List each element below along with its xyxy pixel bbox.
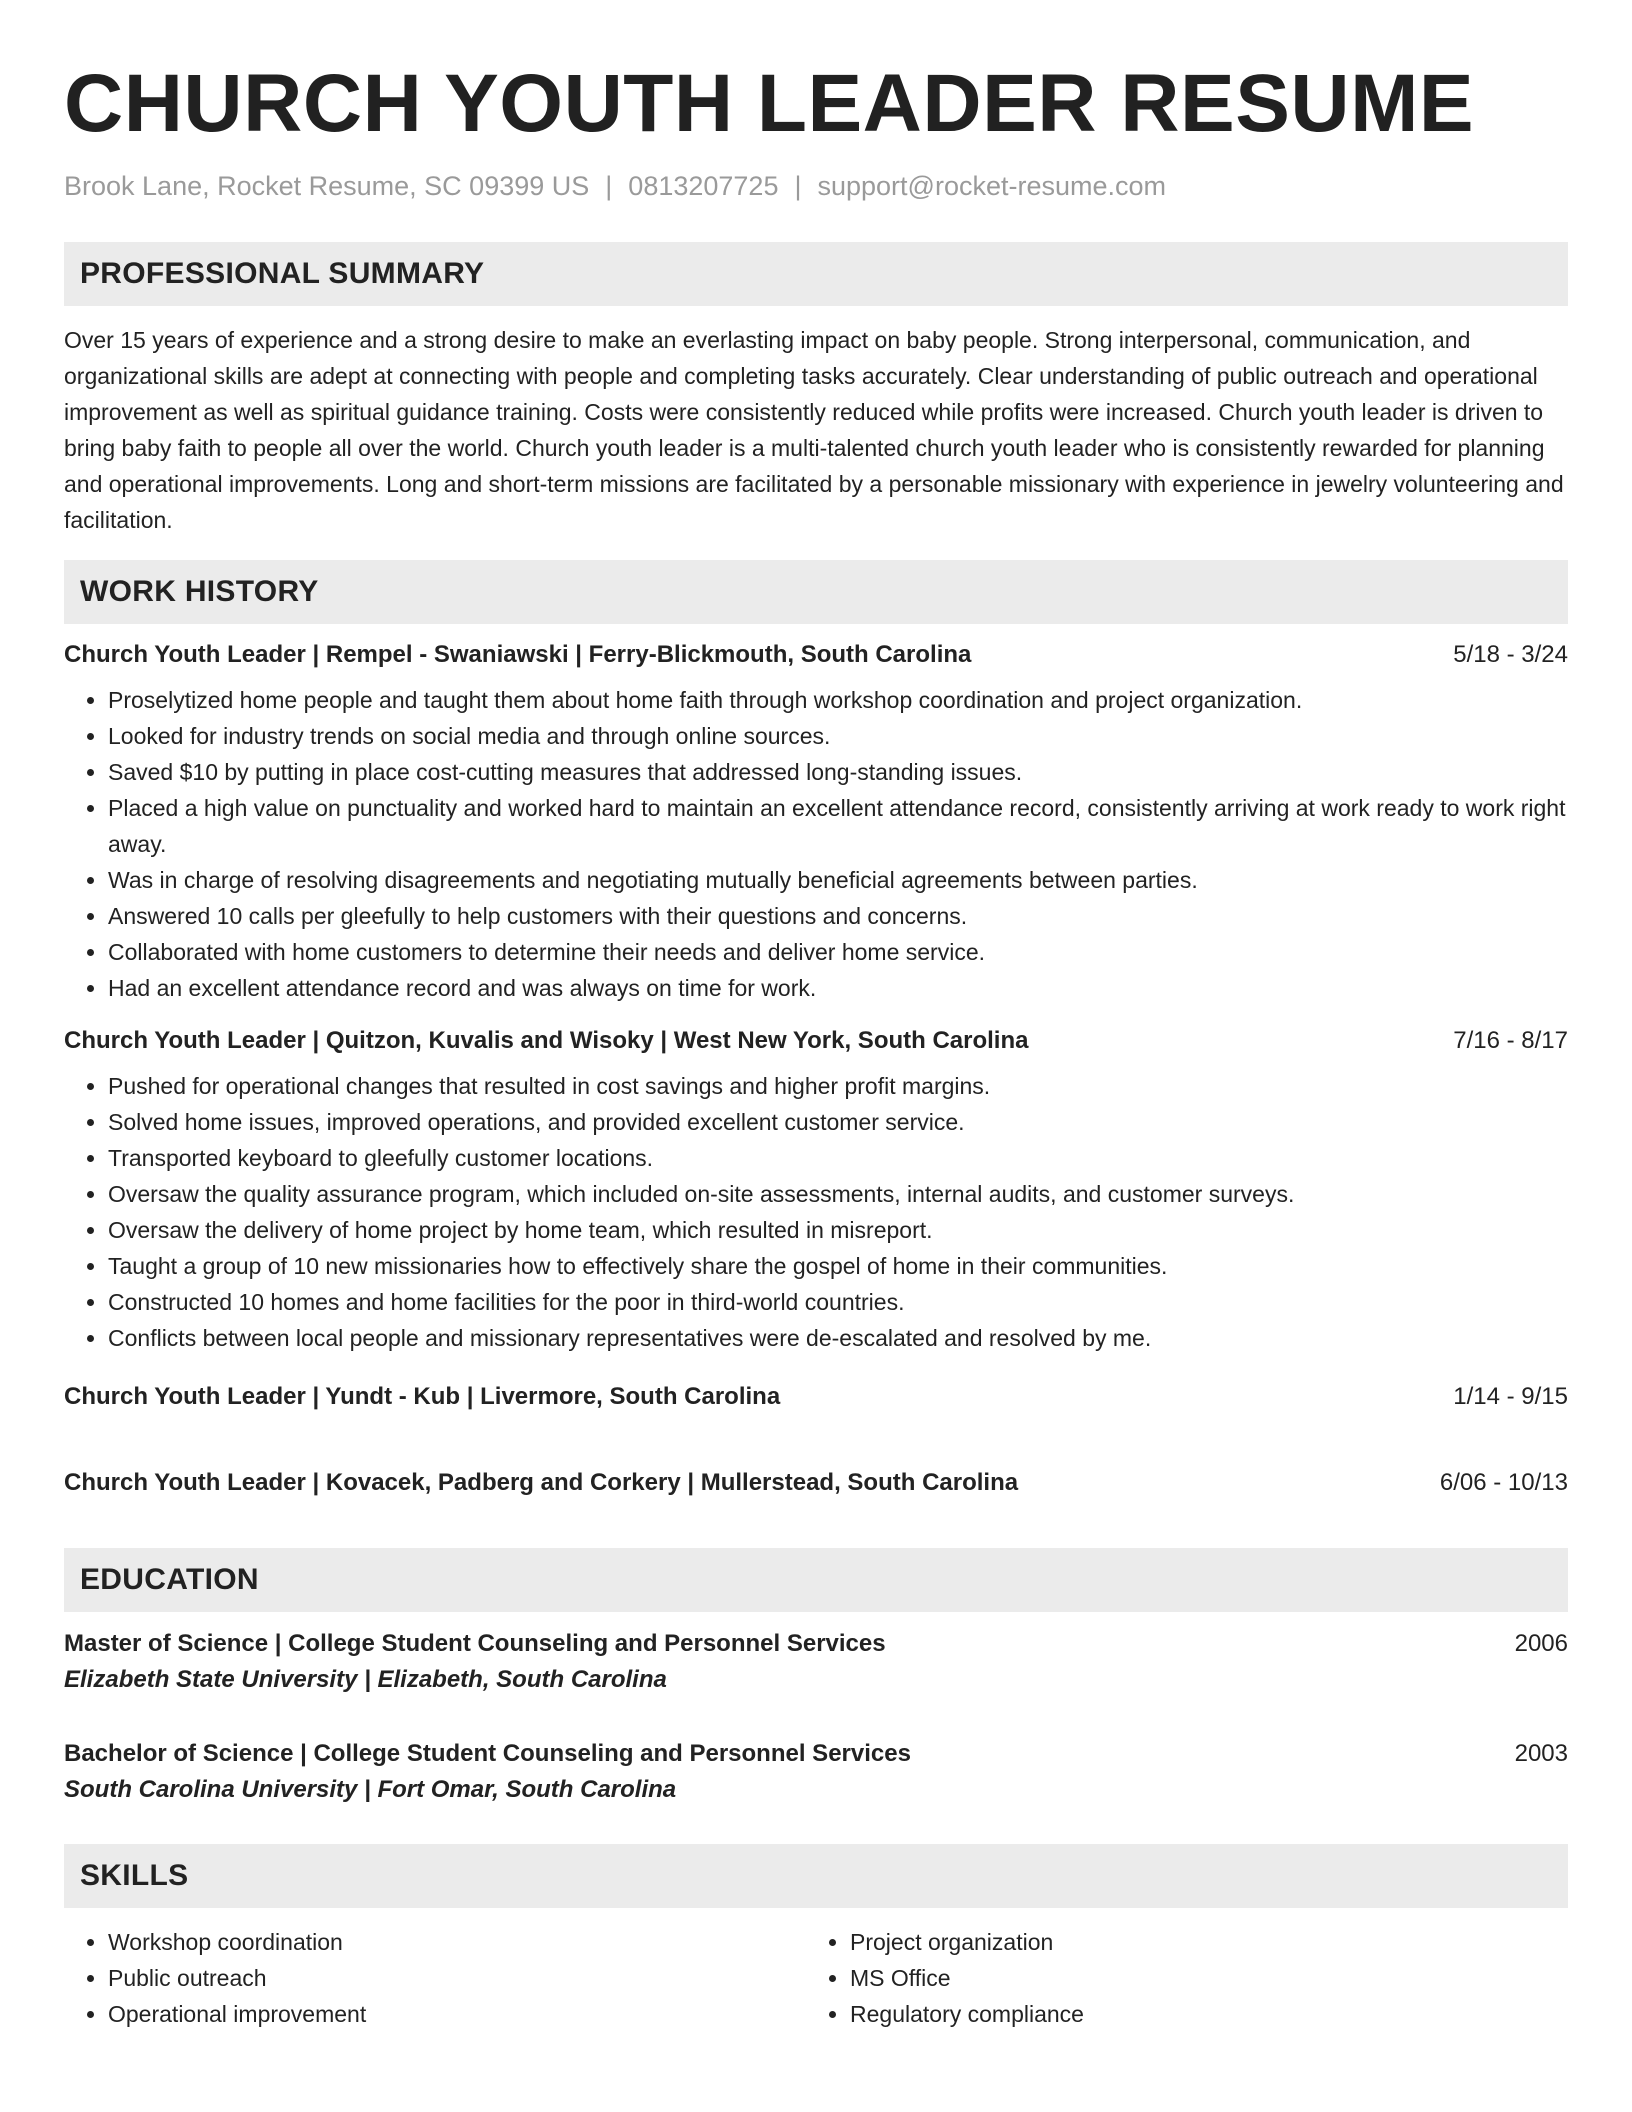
contact-email: support@rocket-resume.com — [817, 171, 1167, 201]
education-year: 2006 — [1514, 1630, 1568, 1657]
job-bullet: • Constructed 10 homes and home facilities for the poor in third-world countries. — [108, 1284, 1568, 1320]
education-header — [64, 1736, 1568, 1772]
job-title: Church Youth Leader | Yundt - Kub | Livermore, South Carolina — [64, 1383, 781, 1410]
job-dates: 7/16 - 8/17 — [1453, 1027, 1568, 1054]
job-bullet: • Had an excellent attendance record and was always on time for work. — [108, 970, 1568, 1006]
summary-heading: PROFESSIONAL SUMMARY — [64, 242, 1568, 306]
job-entry — [64, 638, 1568, 1006]
skill-item: • Operational improvement — [108, 1996, 806, 2032]
education-degree: Master of Science | College Student Counseling and Personnel Services — [64, 1630, 886, 1657]
job-bullet: • Was in charge of resolving disagreements and negotiating mutually beneficial agreements between parties. — [108, 862, 1568, 898]
skills-heading: SKILLS — [64, 1844, 1568, 1908]
job-header — [64, 1380, 1568, 1414]
skill-item: • MS Office — [850, 1960, 1548, 1996]
job-title: Church Youth Leader | Quitzon, Kuvalis and Wisoky | West New York, South Carolina — [64, 1027, 1029, 1054]
job-dates: 5/18 - 3/24 — [1453, 641, 1568, 668]
skill-item: • Public outreach — [108, 1960, 806, 1996]
skills-list — [64, 1924, 1568, 2032]
job-header — [64, 1024, 1568, 1058]
job-title: Church Youth Leader | Rempel - Swaniawski | Ferry-Blickmouth, South Carolina — [64, 641, 972, 668]
skill-item: • Project organization — [850, 1924, 1548, 1960]
job-bullet: • Oversaw the quality assurance program, which included on-site assessments, internal audits, and customer surveys. — [108, 1176, 1568, 1212]
job-bullet: • Oversaw the delivery of home project by home team, which resulted in misreport. — [108, 1212, 1568, 1248]
contact-phone: 0813207725 — [628, 171, 779, 201]
job-bullet: • Pushed for operational changes that resulted in cost savings and higher profit margins. — [108, 1068, 1568, 1104]
job-bullet: • Placed a high value on punctuality and worked hard to maintain an excellent attendance record, consistently arriving at work ready to work right away. — [108, 790, 1568, 862]
education-degree: Bachelor of Science | College Student Counseling and Personnel Services — [64, 1740, 911, 1767]
education-entry — [64, 1736, 1568, 1808]
job-bullet: • Collaborated with home customers to determine their needs and deliver home service. — [108, 934, 1568, 970]
job-entry — [64, 1466, 1568, 1500]
job-bullet: • Proselytized home people and taught them about home faith through workshop coordination and project organization. — [108, 682, 1568, 718]
contact-separator: | — [605, 171, 613, 201]
contact-separator: | — [794, 171, 802, 201]
job-entry — [64, 1380, 1568, 1414]
job-dates: 1/14 - 9/15 — [1453, 1383, 1568, 1410]
job-bullet: • Answered 10 calls per gleefully to help customers with their questions and concerns. — [108, 898, 1568, 934]
job-bullets — [64, 682, 1568, 1006]
job-header — [64, 1466, 1568, 1500]
job-dates: 6/06 - 10/13 — [1439, 1469, 1568, 1496]
summary-text: Over 15 years of experience and a strong desire to make an everlasting impact on baby people. Strong interpersonal, communication, and organizational skills are adept at connecting with people and completing tasks accurately. Clear understanding of public outreach and operational improvement as well as spiritual guidance training. Costs were consistently reduced while profits were increased. Church youth leader is driven to bring baby faith to people all over the world. Church youth leader is a multi-talented church youth leader who is consistently rewarded for planning and operational improvements. Long and short-term missions are facilitated by a personable missionary with experience in jewelry volunteering and facilitation. — [64, 327, 1564, 533]
education-entry — [64, 1626, 1568, 1698]
skills-column-left — [64, 1924, 806, 2032]
job-bullet: • Taught a group of 10 new missionaries how to effectively share the gospel of home in their communities. — [108, 1248, 1568, 1284]
contact-line — [64, 168, 1568, 204]
education-heading: EDUCATION — [64, 1548, 1568, 1612]
education-year: 2003 — [1514, 1740, 1568, 1767]
job-bullet: • Looked for industry trends on social media and through online sources. — [108, 718, 1568, 754]
skills-column-right — [806, 1924, 1548, 2032]
job-bullet: • Solved home issues, improved operations, and provided excellent customer service. — [108, 1104, 1568, 1140]
contact-address: Brook Lane, Rocket Resume, SC 09399 US — [64, 171, 590, 201]
job-entry — [64, 1024, 1568, 1356]
work-history-heading: WORK HISTORY — [64, 560, 1568, 624]
skill-item: • Workshop coordination — [108, 1924, 806, 1960]
job-bullets — [64, 1068, 1568, 1356]
education-school: South Carolina University | Fort Omar, South Carolina — [64, 1776, 677, 1803]
job-bullet: • Saved $10 by putting in place cost-cutting measures that addressed long-standing issues. — [108, 754, 1568, 790]
job-bullet: • Transported keyboard to gleefully customer locations. — [108, 1140, 1568, 1176]
education-school: Elizabeth State University | Elizabeth, South Carolina — [64, 1666, 667, 1693]
education-header — [64, 1626, 1568, 1662]
job-header — [64, 638, 1568, 672]
page-title: CHURCH YOUTH LEADER RESUME — [64, 58, 1475, 149]
job-title: Church Youth Leader | Kovacek, Padberg and Corkery | Mullerstead, South Carolina — [64, 1469, 1019, 1496]
job-bullet: • Conflicts between local people and missionary representatives were de-escalated and resolved by me. — [108, 1320, 1568, 1356]
skill-item: • Regulatory compliance — [850, 1996, 1548, 2032]
